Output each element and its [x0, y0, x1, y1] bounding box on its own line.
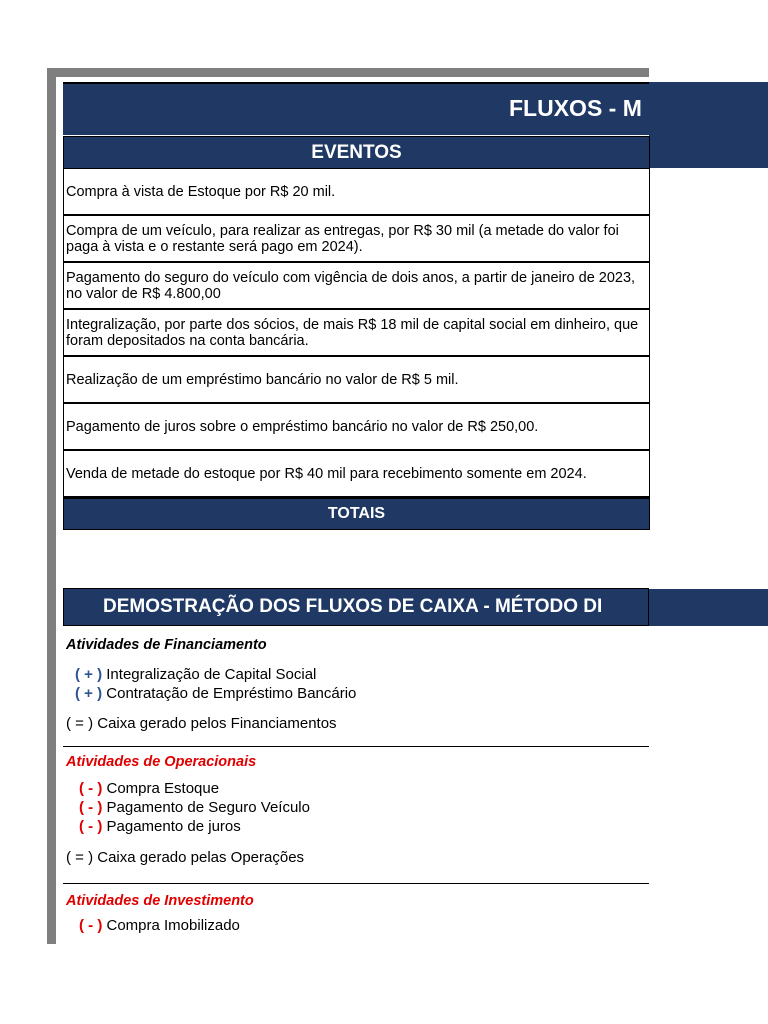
operating-item — [79, 818, 241, 835]
event-text: Compra à vista de Estoque por R$ 20 mil. — [66, 183, 336, 200]
financing-item — [75, 685, 356, 702]
page-title: FLUXOS - M — [509, 95, 642, 121]
event-text: Pagamento do seguro do veículo com vigência de dois anos, a partir de janeiro de 2023, no valor de R$ 4.800,00 — [66, 269, 636, 302]
section-divider — [63, 746, 649, 747]
event-text: Integralização, por parte dos sócios, de mais R$ 18 mil de capital social em dinheiro, que foram depositados na conta bancária. — [66, 316, 639, 349]
financing-section-title: Atividades de Financiamento — [66, 637, 267, 653]
dfc-header-extension — [649, 589, 768, 626]
item-label: Compra Estoque — [106, 780, 220, 797]
event-row — [63, 216, 650, 263]
dfc-header — [63, 588, 649, 628]
investing-section-title: Atividades de Investimento — [66, 893, 254, 909]
sign-plus: ( + ) — [75, 666, 103, 683]
sign-minus: ( - ) — [79, 780, 103, 797]
item-label: Pagamento de juros — [106, 818, 241, 835]
title-bar — [63, 82, 649, 142]
operating-total: ( = ) Caixa gerado pelas Operações — [66, 849, 305, 866]
frame-top-border — [47, 68, 649, 77]
event-text: Pagamento de juros sobre o empréstimo bancário no valor de R$ 250,00. — [66, 418, 539, 435]
item-label: Compra Imobilizado — [106, 917, 240, 934]
operating-section-title: Atividades de Operacionais — [66, 754, 257, 770]
sign-minus: ( - ) — [79, 917, 103, 934]
section-divider — [63, 883, 649, 884]
sign-minus: ( - ) — [79, 818, 103, 835]
event-text: Compra de um veículo, para realizar as entregas, por R$ 30 mil (a metade do valor foi paga à vista e o restante será pago em 2024). — [66, 222, 619, 255]
financing-total: ( = ) Caixa gerado pelos Financiamentos — [66, 715, 337, 732]
title-bar-extension — [649, 82, 768, 168]
events-header: EVENTOS — [63, 136, 650, 169]
sign-plus: ( + ) — [75, 685, 103, 702]
item-label: Contratação de Empréstimo Bancário — [106, 685, 357, 702]
events-table — [63, 136, 650, 530]
totals-row: TOTAIS — [63, 498, 650, 530]
event-row — [63, 169, 650, 216]
event-row — [63, 263, 650, 310]
operating-item — [79, 780, 219, 797]
event-row — [63, 451, 650, 498]
sign-minus: ( - ) — [79, 799, 103, 816]
financing-item — [75, 666, 316, 683]
event-row — [63, 404, 650, 451]
investing-item — [79, 917, 240, 934]
event-text: Venda de metade do estoque por R$ 40 mil para recebimento somente em 2024. — [66, 465, 587, 482]
operating-item — [79, 799, 310, 816]
event-row — [63, 357, 650, 404]
frame-left-border — [47, 68, 56, 944]
dfc-title: DEMOSTRAÇÃO DOS FLUXOS DE CAIXA - MÉTODO DI — [103, 596, 603, 617]
item-label: Integralização de Capital Social — [106, 666, 317, 683]
event-row — [63, 310, 650, 357]
item-label: Pagamento de Seguro Veículo — [106, 799, 310, 816]
event-text: Realização de um empréstimo bancário no valor de R$ 5 mil. — [66, 371, 459, 388]
